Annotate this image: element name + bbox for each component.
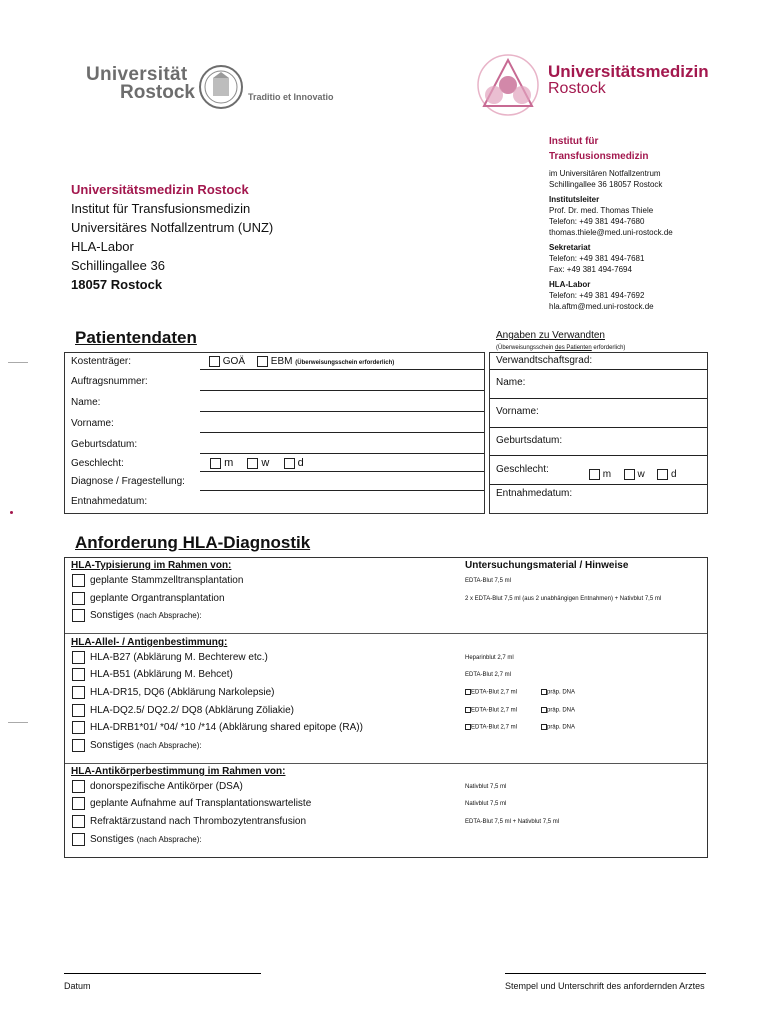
triangle-logo-icon (470, 50, 546, 125)
sec3-item-warteliste-checkbox[interactable] (72, 797, 85, 810)
sec2-other-checkbox[interactable] (72, 739, 85, 752)
relative-geburtsdatum-field[interactable] (490, 455, 707, 456)
sec3-item-dsa[interactable] (72, 780, 243, 793)
uni-logo-line2: Rostock (120, 82, 195, 103)
datum-line[interactable] (64, 973, 261, 974)
fold-mark (8, 362, 28, 363)
relative-geburtsdatum-label: Geburtsdatum: (496, 435, 563, 446)
address-block (71, 180, 273, 294)
relative-vorname-label: Vorname: (496, 406, 539, 417)
sec2-item-b27-hint: Heparinblut 2,7 ml (465, 655, 514, 661)
sec3-other-label: Sonstiges (90, 834, 134, 846)
relative-sex-w-checkbox[interactable] (624, 469, 635, 480)
verwandtschaftsgrad-field[interactable] (490, 369, 707, 370)
patient-sex-m-checkbox[interactable] (210, 458, 221, 469)
sec1-item-stammzell-checkbox[interactable] (72, 574, 85, 587)
institute-title-2: Transfusionsmedizin (549, 151, 649, 162)
sec2-item-b51[interactable] (72, 668, 233, 681)
sec1-item-stammzell-hint: EDTA-Blut 7,5 ml (465, 578, 511, 584)
sec3-item-warteliste[interactable] (72, 797, 311, 810)
sec2-other[interactable] (72, 739, 202, 752)
ebm-checkbox[interactable] (257, 356, 268, 367)
diagnose-field[interactable] (200, 490, 484, 491)
patient-geschlecht-label: Geschlecht: (71, 458, 124, 469)
sec3-item-dsa-hint: Nativblut 7,5 ml (465, 784, 507, 790)
relatives-note (496, 345, 625, 351)
sekretariat-fax: Fax: +49 381 494-7694 (549, 265, 632, 274)
sec2-item-b27-checkbox[interactable] (72, 651, 85, 664)
unimedizin-logo (470, 50, 740, 120)
auftragsnummer-label: Auftragsnummer: (71, 376, 148, 387)
sec2-item-b51-label: HLA-B51 (Abklärung M. Behcet) (90, 669, 233, 681)
relative-geschlecht-label: Geschlecht: (496, 464, 549, 475)
sec2-item-dr15[interactable] (72, 686, 275, 699)
sec2-item-drb1-checkbox[interactable] (72, 721, 85, 734)
ebm-label: EBM (270, 356, 293, 368)
sec2-item-dr15-label: HLA-DR15, DQ6 (Abklärung Narkolepsie) (90, 687, 275, 699)
med-logo-line1: Universitätsmedizin (548, 62, 709, 81)
goae-label: GOÄ (222, 356, 246, 368)
address-line2: Institut für Transfusionsmedizin (71, 201, 251, 216)
relative-sex-d-checkbox[interactable] (657, 469, 668, 480)
sec1-title: HLA-Typisierung im Rahmen von: (71, 560, 232, 571)
sec1-other[interactable] (72, 609, 202, 622)
sec2-item-dr15-dna-label: präp. DNA (547, 689, 576, 696)
patient-geburtsdatum-label: Geburtsdatum: (71, 439, 138, 450)
patient-geschlecht-line (200, 471, 484, 472)
patient-entnahmedatum-label: Entnahmedatum: (71, 496, 148, 507)
hla-phone: Telefon: +49 381 494-7692 (549, 291, 645, 300)
relative-name-label: Name: (496, 377, 526, 388)
relative-sex-m-checkbox[interactable] (589, 469, 600, 480)
sec1-item-stammzell[interactable] (72, 574, 243, 587)
leiter-title: Institutsleiter (549, 195, 600, 204)
datum-label: Datum (64, 981, 91, 991)
sec3-item-refraktaer-checkbox[interactable] (72, 815, 85, 828)
sec2-title: HLA-Allel- / Antigenbestimmung: (71, 637, 228, 648)
sec3-item-dsa-label: donorspezifische Antikörper (DSA) (90, 781, 243, 793)
sec1-other-note: (nach Absprache): (136, 611, 202, 621)
sec2-item-dr15-hint (465, 689, 517, 696)
relative-vorname-field[interactable] (490, 427, 707, 428)
institute-block (549, 134, 749, 312)
auftragsnummer-field[interactable] (200, 390, 484, 391)
patient-sex-d-checkbox[interactable] (284, 458, 295, 469)
med-logo-line2: Rostock (548, 80, 606, 97)
patient-name-label: Name: (71, 397, 101, 408)
address-line1: Universitätsmedizin Rostock (71, 182, 249, 197)
patient-geburtsdatum-field[interactable] (200, 453, 484, 454)
patient-sex-d-label: d (297, 457, 304, 469)
sec3-item-refraktaer[interactable] (72, 815, 306, 828)
sec3-item-dsa-checkbox[interactable] (72, 780, 85, 793)
sec1-item-organ[interactable] (72, 592, 225, 605)
leiter-phone: Telefon: +49 381 494-7680 (549, 217, 645, 226)
relative-geschlecht-line (490, 484, 707, 485)
kostentraeger-label: Kostenträger: (71, 356, 132, 367)
hla-email: hla.aftm@med.uni-rostock.de (549, 302, 654, 311)
sec2-item-drb1-dna-label: präp. DNA (547, 724, 576, 731)
signature-label: Stempel und Unterschrift des anfordernden Arztes (505, 981, 705, 991)
kostentraeger-line (200, 369, 484, 370)
patient-vorname-field[interactable] (200, 432, 484, 433)
sec2-item-dr15-edta-label: EDTA-Blut 2,7 ml (471, 689, 517, 696)
sec2-item-dq-edta-label: EDTA-Blut 2,7 ml (471, 707, 517, 714)
sec2-other-note: (nach Absprache): (136, 741, 202, 751)
order-section-title: Anforderung HLA-Diagnostik (75, 533, 311, 552)
relative-sex-m-label: m (602, 469, 612, 481)
relatives-note-suffix: erforderlich) (591, 345, 626, 351)
address-line5: Schillingallee 36 (71, 258, 165, 273)
order-divider-1 (65, 633, 707, 634)
institute-title-1: Institut für (549, 136, 599, 147)
address-line4: HLA-Labor (71, 239, 134, 254)
sec2-item-dq-checkbox[interactable] (72, 704, 85, 717)
hla-title: HLA-Labor (549, 280, 591, 289)
institute-addr-1: im Universitären Notfallzentrum (549, 169, 661, 178)
ebm-option[interactable] (257, 356, 394, 367)
relative-sex-d-label: d (671, 469, 677, 481)
relatives-note-prefix: (Überweisungsschein (496, 345, 556, 351)
patient-name-field[interactable] (200, 411, 484, 412)
uni-logo-line1: Universität (86, 64, 188, 85)
sec1-item-organ-label: geplante Organtransplantation (90, 593, 225, 605)
sec2-item-dq-label: HLA-DQ2.5/ DQ2.2/ DQ8 (Abklärung Zöliakie) (90, 705, 294, 717)
sec2-item-dr15-checkbox[interactable] (72, 686, 85, 699)
patient-sex-m-label: m (224, 457, 234, 469)
sec1-item-organ-hint: 2 x EDTA-Blut 7,5 ml (aus 2 unabhängigen Entnahmen) + Nativblut 7,5 ml (465, 596, 662, 602)
sec2-item-drb1-edta-label: EDTA-Blut 2,7 ml (471, 724, 517, 731)
sec3-item-warteliste-hint: Nativblut 7,5 ml (465, 801, 507, 807)
sec2-item-dq-dna-label: präp. DNA (547, 707, 576, 714)
address-line6: 18057 Rostock (71, 277, 163, 292)
sec2-other-label: Sonstiges (90, 740, 134, 752)
sec3-other-checkbox[interactable] (72, 833, 85, 846)
uni-rostock-logo (86, 64, 334, 110)
leiter-name: Prof. Dr. med. Thomas Thiele (549, 206, 654, 215)
uni-logo-tagline: Traditio et Innovatio (248, 92, 334, 102)
sekretariat-title: Sekretariat (549, 243, 591, 252)
punch-mark (10, 511, 13, 514)
sec2-item-b51-hint: EDTA-Blut 2,7 ml (465, 672, 511, 678)
sec2-item-b27-label: HLA-B27 (Abklärung M. Bechterew etc.) (90, 652, 268, 664)
sec2-item-dq-hint2 (541, 707, 575, 714)
leiter-email: thomas.thiele@med.uni-rostock.de (549, 228, 673, 237)
sec1-other-label: Sonstiges (90, 610, 134, 622)
sec2-item-drb1-hint2 (541, 724, 575, 731)
sec3-title: HLA-Antikörperbestimmung im Rahmen von: (71, 766, 286, 777)
relative-name-field[interactable] (490, 398, 707, 399)
patient-sex-w-checkbox[interactable] (247, 458, 258, 469)
signature-line[interactable] (505, 973, 706, 974)
sec3-other[interactable] (72, 833, 202, 846)
goae-option[interactable] (209, 356, 245, 367)
relative-entnahmedatum-label: Entnahmedatum: (496, 488, 573, 499)
relative-sex-w-label: w (637, 469, 645, 481)
material-column-header: Untersuchungsmaterial / Hinweise (465, 560, 629, 571)
sec1-item-stammzell-label: geplante Stammzelltransplantation (90, 575, 244, 587)
sec3-item-warteliste-label: geplante Aufnahme auf Transplantationswarteliste (90, 798, 312, 810)
seal-icon (198, 64, 244, 115)
sekretariat-phone: Telefon: +49 381 494-7681 (549, 254, 645, 263)
institute-addr-2: Schillingallee 36 18057 Rostock (549, 180, 663, 189)
sec2-item-dq[interactable] (72, 704, 294, 717)
patient-sex-w-label: w (261, 457, 270, 469)
patient-vorname-label: Vorname: (71, 418, 114, 429)
relatives-title: Angaben zu Verwandten (496, 330, 605, 341)
sec2-item-dq-hint (465, 707, 517, 714)
sec3-other-note: (nach Absprache): (136, 835, 202, 845)
relative-sex-options (589, 469, 677, 480)
address-line3: Universitäres Notfallzentrum (UNZ) (71, 220, 274, 235)
sec2-item-dr15-hint2 (541, 689, 575, 696)
sec1-item-organ-checkbox[interactable] (72, 592, 85, 605)
sec2-item-drb1-hint (465, 724, 517, 731)
goae-checkbox[interactable] (209, 356, 220, 367)
sec3-item-refraktaer-label: Refraktärzustand nach Thrombozytentransfusion (90, 816, 307, 828)
sec2-item-drb1-label: HLA-DRB1*01/ *04/ *10 /*14 (Abklärung shared epitope (RA)) (90, 722, 363, 734)
sec2-item-b27[interactable] (72, 651, 268, 664)
order-divider-2 (65, 763, 707, 764)
sec2-item-b51-checkbox[interactable] (72, 668, 85, 681)
sec1-other-checkbox[interactable] (72, 609, 85, 622)
patient-sex-options (210, 457, 304, 469)
ebm-note: (Überweisungsschein erforderlich) (295, 360, 395, 367)
relatives-note-underlined: des Patienten (555, 345, 592, 351)
diagnose-label: Diagnose / Fragestellung: (71, 476, 185, 487)
verwandtschaftsgrad-label: Verwandtschaftsgrad: (496, 355, 593, 366)
patient-section-title: Patientendaten (75, 328, 197, 347)
sec3-item-refraktaer-hint: EDTA-Blut 7,5 ml + Nativblut 7,5 ml (465, 819, 560, 825)
sec2-item-drb1[interactable] (72, 721, 363, 734)
fold-mark (8, 722, 28, 723)
